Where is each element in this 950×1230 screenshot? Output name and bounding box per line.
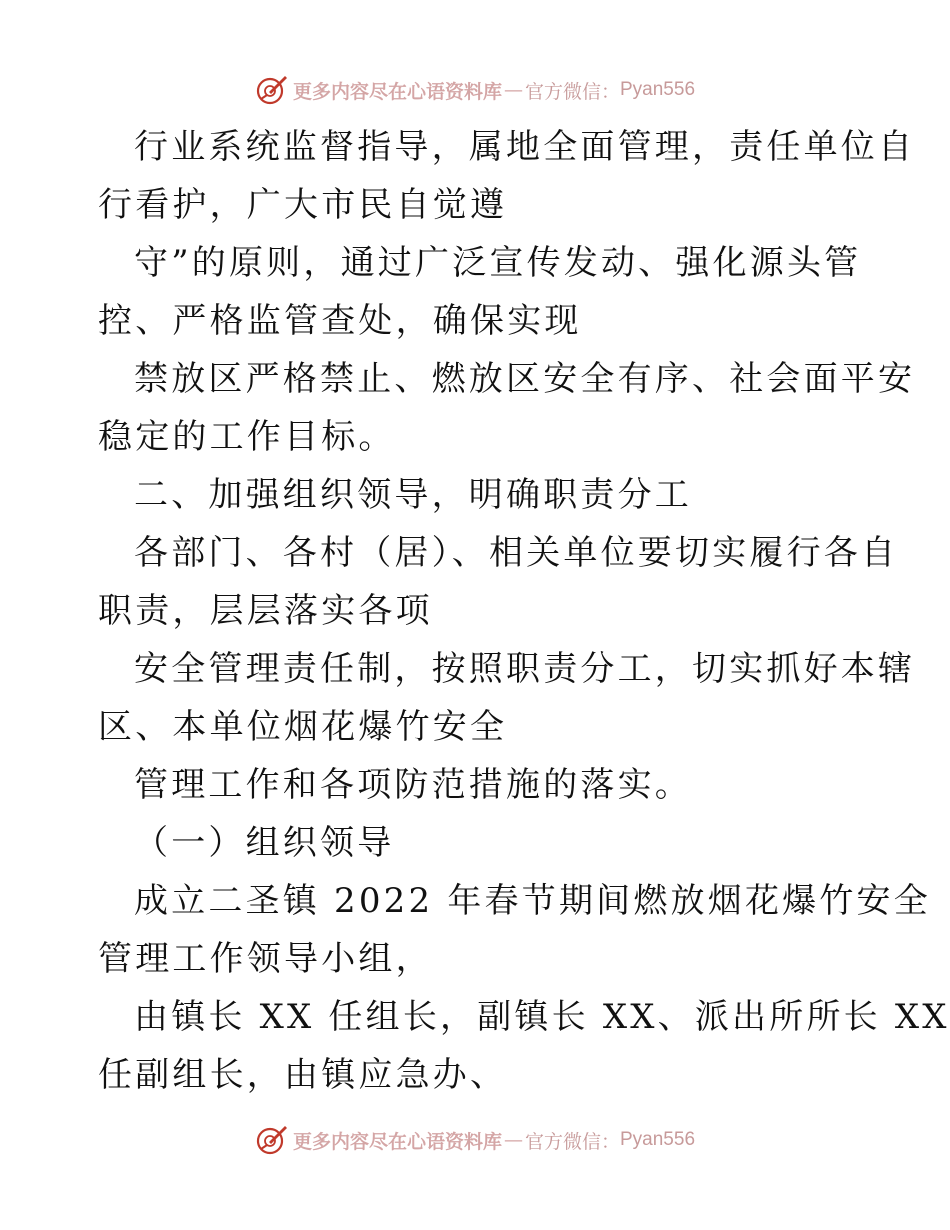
text-line: 控、严格监管查处，确保实现: [98, 301, 582, 341]
banner-wechat-label: 官方微信：: [524, 80, 620, 103]
text-line: 各部门、各村（居）、相关单位要切实履行各自: [134, 533, 899, 573]
text-line: 稳定的工作目标。: [98, 417, 396, 457]
text-line: 行看护，广大市民自觉遵: [98, 185, 508, 225]
text-line: 管理工作领导小组，: [98, 939, 433, 979]
banner-wechat-id: Pyan556: [620, 1129, 696, 1150]
text-line: 任副组长，由镇应急办、: [98, 1055, 508, 1095]
document-body: [98, 118, 950, 1104]
banner-dash: —: [503, 1129, 523, 1151]
text-line: 区、本单位烟花爆竹安全: [98, 707, 508, 747]
subsection-heading: （一）组织领导: [134, 823, 395, 863]
text-line: 职责，层层落实各项: [98, 591, 433, 631]
text-line: 行业系统监督指导，属地全面管理，责任单位自: [134, 127, 916, 167]
text-line: 安全管理责任制，按照职责分工，切实抓好本辖: [134, 649, 916, 689]
header-banner: [0, 70, 950, 110]
footer-banner: [0, 1120, 950, 1160]
text-line: 成立二圣镇 2022 年春节期间燃放烟花爆竹安全: [134, 881, 931, 921]
text-line: 由镇长 XX 任组长，副镇长 XX、派出所所长 XX: [134, 997, 950, 1037]
section-heading: 二、加强组织领导，明确职责分工: [134, 475, 692, 515]
pen-logo-icon: [255, 73, 289, 107]
banner-site-text: 更多内容尽在心语资料库: [292, 80, 502, 103]
text-line: 守”的原则，通过广泛宣传发动、强化源头管: [134, 243, 862, 283]
banner-wechat-label: 官方微信：: [524, 1130, 620, 1153]
banner-wechat-id: Pyan556: [620, 79, 696, 100]
banner-dash: —: [503, 79, 523, 101]
pen-logo-icon: [255, 1123, 289, 1157]
banner-site-text: 更多内容尽在心语资料库: [292, 1130, 502, 1153]
text-line: 禁放区严格禁止、燃放区安全有序、社会面平安: [134, 359, 916, 399]
text-line: 管理工作和各项防范措施的落实。: [134, 765, 692, 805]
